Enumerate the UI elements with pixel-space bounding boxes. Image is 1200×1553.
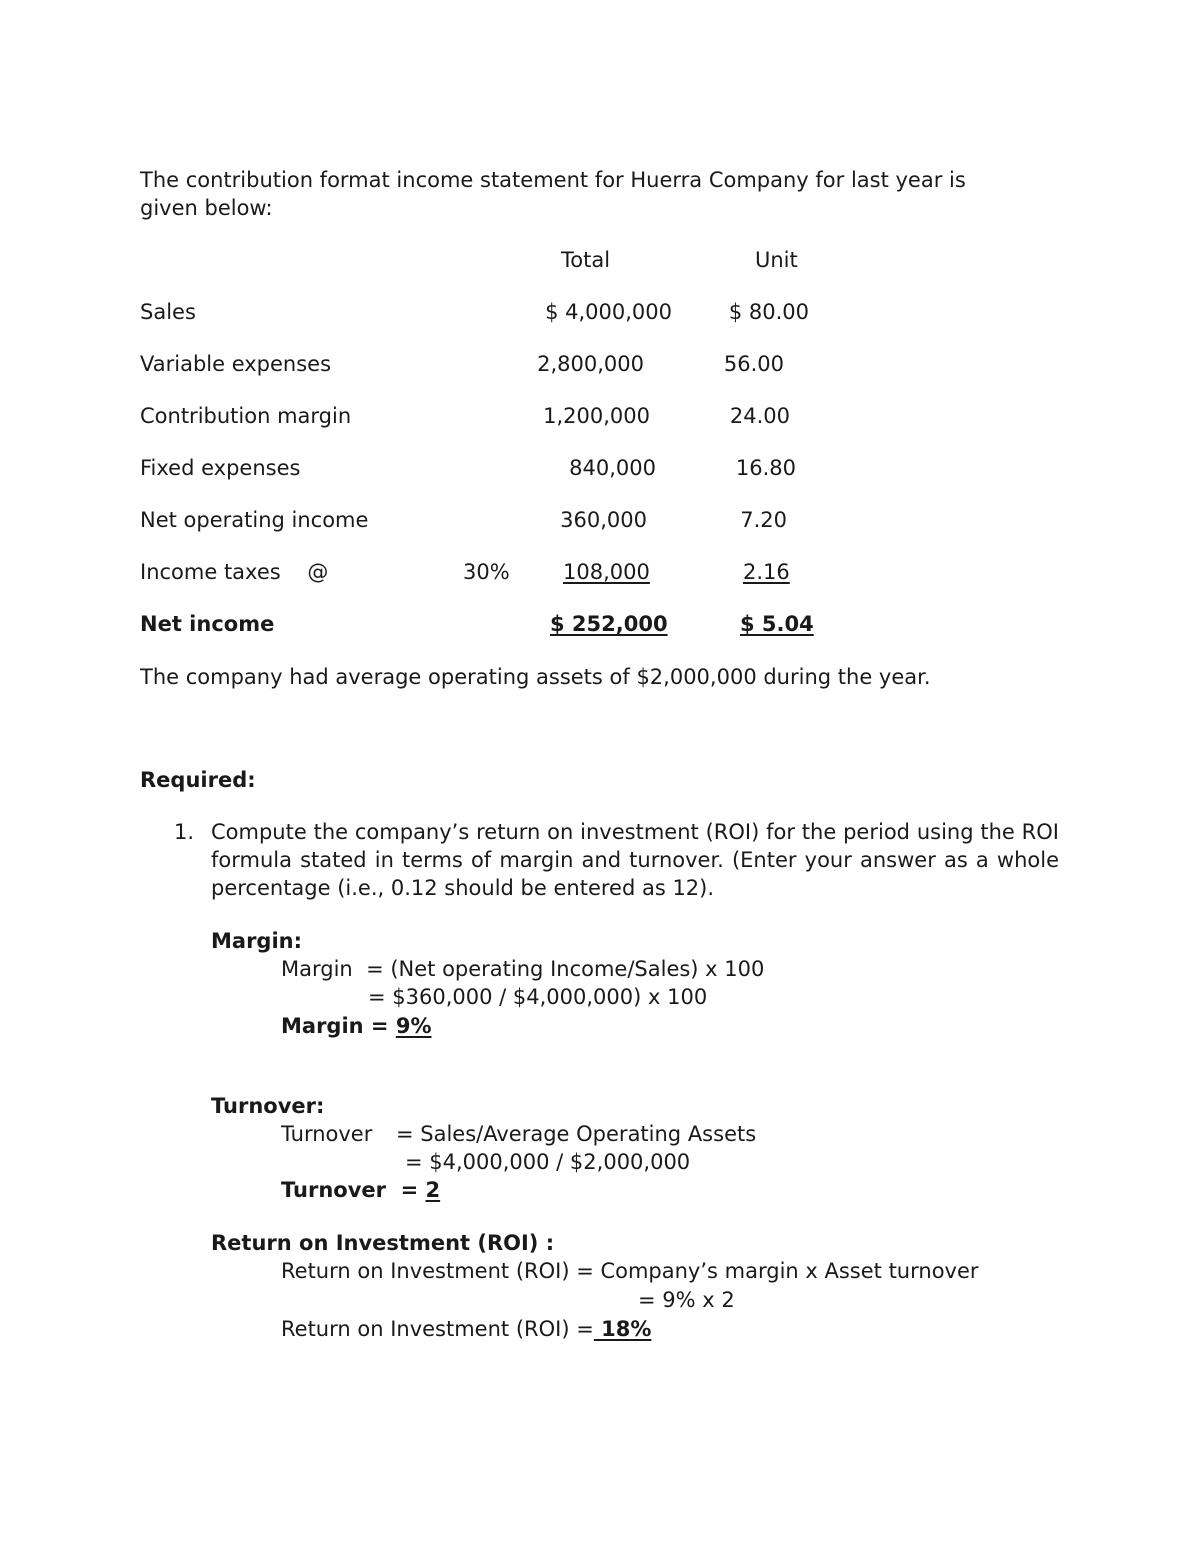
turnover-formula: = Sales/Average Operating Assets: [396, 1122, 757, 1146]
column-header-unit: Unit: [755, 248, 798, 272]
margin-result: [281, 1012, 431, 1040]
turnover-result: [281, 1176, 440, 1204]
turnover-substitution: = $4,000,000 / $2,000,000: [405, 1150, 691, 1174]
row-label: Income taxes @: [140, 560, 329, 584]
margin-substitution: = $360,000 / $4,000,000) x 100: [368, 985, 708, 1009]
roi-formula: Return on Investment (ROI) = Company’s margin x Asset turnover: [281, 1259, 979, 1283]
row-total: 1,200,000: [543, 404, 650, 428]
row-unit: 56.00: [723, 352, 784, 376]
tax-rate: 30%: [463, 560, 510, 584]
row-total: $ 4,000,000: [545, 300, 672, 324]
row-unit: $ 5.04: [740, 612, 814, 636]
row-label: Sales: [140, 300, 196, 324]
roi-substitution: = 9% x 2: [638, 1288, 735, 1312]
intro-paragraph: The contribution format income statement for Huerra Company for last year is given below:: [140, 168, 966, 220]
column-header-total: Total: [561, 248, 611, 272]
turnover-result-label: Turnover =: [281, 1178, 426, 1202]
turnover-result-value: 2: [425, 1178, 441, 1202]
roi-result-value: 18%: [593, 1317, 652, 1341]
row-unit: 24.00: [729, 404, 790, 428]
roi-result-label: Return on Investment (ROI) =: [281, 1317, 594, 1341]
row-label: Net operating income: [140, 508, 369, 532]
row-label: Variable expenses: [140, 352, 332, 376]
margin-result-value: 9%: [395, 1014, 432, 1038]
task-number: 1.: [174, 820, 195, 844]
row-unit: 7.20: [740, 508, 787, 532]
turnover-formula-label: Turnover: [281, 1122, 373, 1146]
margin-formula: Margin = (Net operating Income/Sales) x 100: [281, 957, 765, 981]
roi-heading: Return on Investment (ROI) :: [211, 1231, 555, 1255]
required-heading: Required:: [140, 768, 256, 792]
row-total: 2,800,000: [537, 352, 644, 376]
row-total: 840,000: [569, 456, 656, 480]
row-total: 108,000: [563, 560, 650, 584]
roi-result: [281, 1315, 651, 1343]
row-unit: $ 80.00: [728, 300, 809, 324]
row-label: Net income: [140, 612, 275, 636]
margin-result-label: Margin =: [281, 1014, 396, 1038]
margin-heading: Margin:: [211, 929, 303, 953]
row-unit: 16.80: [735, 456, 796, 480]
assets-note: The company had average operating assets of $2,000,000 during the year.: [140, 665, 931, 689]
row-total: $ 252,000: [550, 612, 668, 636]
row-label: Contribution margin: [140, 404, 352, 428]
task-text: Compute the company’s return on investment (ROI) for the period using the ROI formula stated in terms of margin and turnover. (Enter your answer as a whole percentage (i.e., 0.12 should be entered as 12).: [211, 820, 1059, 900]
turnover-heading: Turnover:: [211, 1094, 325, 1118]
row-unit: 2.16: [743, 560, 790, 584]
row-label: Fixed expenses: [140, 456, 301, 480]
row-total: 360,000: [560, 508, 647, 532]
